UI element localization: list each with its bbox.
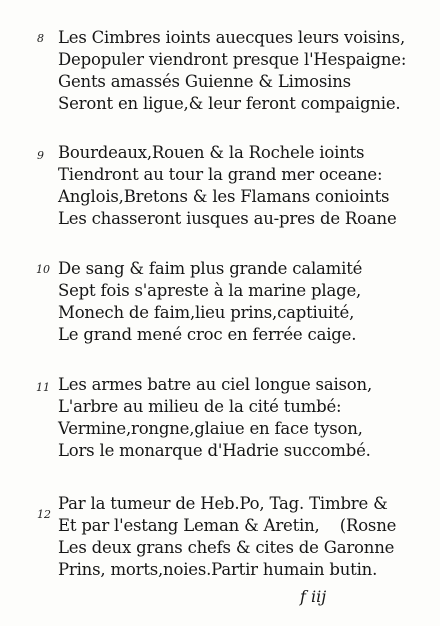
verse-line: Les deux grans chefs & cites de Garonne	[58, 538, 395, 557]
verse-line: Bourdeaux,Rouen & la Rochele ioints	[58, 143, 365, 162]
quatrain-number: 12	[37, 508, 51, 521]
verse-line: Monech de faim,lieu prins,captiuité,	[58, 303, 355, 322]
quatrain-number: 10	[36, 263, 50, 276]
verse-line: Seront en ligue,& leur feront compaignie.	[58, 94, 401, 113]
verse-line: Prins, morts,noies.Partir humain butin.	[58, 560, 378, 579]
verse-line: Les chasseront iusques au-pres de Roane	[58, 209, 397, 228]
verse-line: Depopuler viendront presque l'Hespaigne:	[58, 50, 407, 69]
verse-line: Sept fois s'apreste à la marine plage,	[58, 281, 362, 300]
verse-line: Anglois,Bretons & les Flamans conioints	[58, 187, 390, 206]
verse-line: Gents amassés Guienne & Limosins	[58, 72, 351, 91]
verse-line: Les Cimbres ioints auecques leurs voisins,	[58, 28, 405, 47]
verse-line: L'arbre au milieu de la cité tumbé:	[58, 397, 342, 416]
verse-line: Lors le monarque d'Hadrie succombé.	[58, 441, 371, 460]
quatrain-number: 8	[37, 32, 44, 45]
quatrain-number: 9	[37, 149, 44, 162]
verse-line: De sang & faim plus grande calamité	[58, 259, 363, 278]
folio-signature: f iij	[300, 587, 327, 606]
quatrain-number: 11	[36, 381, 50, 394]
verse-line: Le grand mené croc en ferrée caige.	[58, 325, 357, 344]
verse-line: Par la tumeur de Heb.Po, Tag. Timbre &	[58, 494, 388, 513]
verse-line: Les armes batre au ciel longue saison,	[58, 375, 373, 394]
verse-line: Vermine,rongne,glaiue en face tyson,	[58, 419, 363, 438]
verse-line: Tiendront au tour la grand mer oceane:	[58, 165, 383, 184]
verse-line: Et par l'estang Leman & Aretin, (Rosne	[58, 516, 397, 535]
